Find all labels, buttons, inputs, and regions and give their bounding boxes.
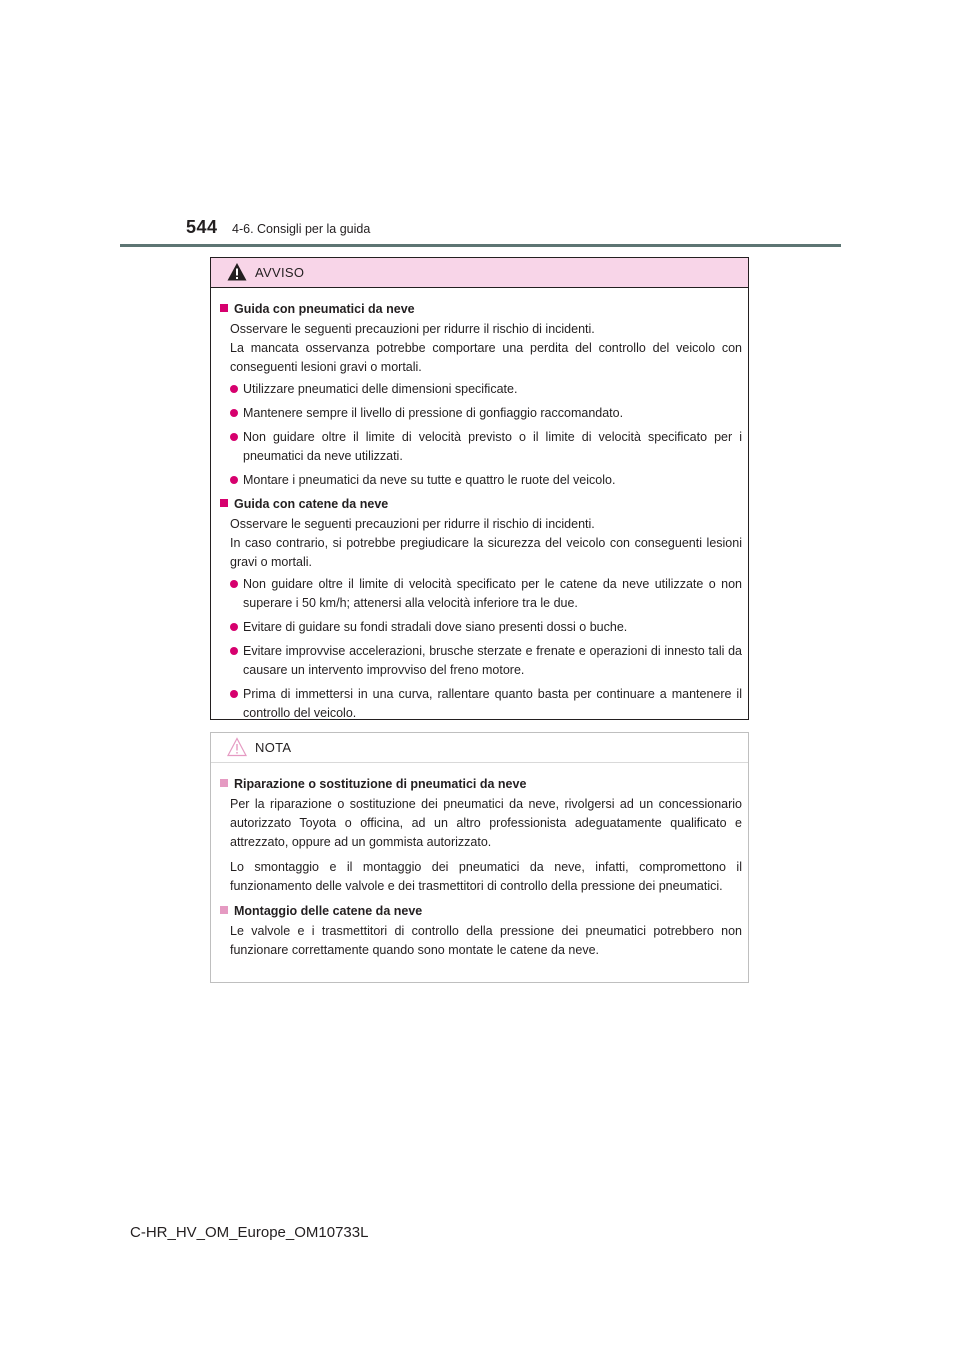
intro-line: La mancata osservanza potrebbe comportare una perdita del controllo del veicolo con conseguenti lesioni gravi o mortali. — [230, 341, 742, 374]
warning-body — [211, 288, 748, 723]
square-bullet-icon — [220, 304, 228, 312]
footer-document-id: C-HR_HV_OM_Europe_OM10733L — [130, 1224, 369, 1241]
heading-text: Guida con pneumatici da neve — [234, 302, 415, 316]
note-box — [210, 732, 749, 983]
section-heading — [220, 495, 742, 513]
circle-bullet-icon — [230, 476, 238, 484]
intro-paragraph — [230, 320, 742, 377]
section-heading — [220, 902, 742, 920]
list-item — [230, 618, 742, 637]
intro-line: Osservare le seguenti precauzioni per ridurre il rischio di incidenti. — [230, 517, 595, 531]
caution-triangle-outline-icon — [227, 737, 247, 757]
circle-bullet-icon — [230, 433, 238, 441]
section-heading — [220, 300, 742, 318]
circle-bullet-icon — [230, 385, 238, 393]
circle-bullet-icon — [230, 623, 238, 631]
list-item — [230, 380, 742, 399]
page-number: 544 — [186, 217, 218, 237]
list-item-text: Non guidare oltre il limite di velocità previsto o il limite di velocità specificato per i pneumatici da neve utilizzati. — [243, 430, 742, 463]
list-item — [230, 575, 742, 613]
section-heading — [220, 775, 742, 793]
list-item-text: Utilizzare pneumatici delle dimensioni specificate. — [243, 382, 518, 396]
warning-triangle-icon — [227, 262, 247, 282]
list-item-text: Evitare di guidare su fondi stradali dove siano presenti dossi o buche. — [243, 620, 628, 634]
circle-bullet-icon — [230, 409, 238, 417]
warning-box — [210, 257, 749, 720]
list-item-text: Mantenere sempre il livello di pressione di gonfiaggio raccomandato. — [243, 406, 624, 420]
list-item — [230, 642, 742, 680]
intro-paragraph — [230, 515, 742, 572]
warning-header — [211, 258, 748, 288]
intro-line: Osservare le seguenti precauzioni per ridurre il rischio di incidenti. — [230, 322, 595, 336]
intro-line: In caso contrario, si potrebbe pregiudicare la sicurezza del veicolo con conseguenti lesioni gravi o mortali. — [230, 536, 742, 569]
list-item — [230, 471, 742, 490]
list-item-text: Montare i pneumatici da neve su tutte e quattro le ruote del veicolo. — [243, 473, 616, 487]
note-label: NOTA — [255, 740, 292, 755]
warning-label: AVVISO — [255, 265, 305, 280]
list-item — [230, 428, 742, 466]
note-paragraph: Lo smontaggio e il montaggio dei pneumatici da neve, infatti, compromettono il funzionamento delle valvole e dei trasmettitori di controllo della pressione dei pneumatici. — [230, 860, 742, 893]
list-item — [230, 404, 742, 423]
note-body — [211, 763, 748, 960]
list-item-text: Prima di immettersi in una curva, rallentare quanto basta per continuare a mantenere il controllo del veicolo. — [243, 687, 742, 720]
heading-text: Guida con catene da neve — [234, 497, 389, 511]
heading-text: Riparazione o sostituzione di pneumatici da neve — [234, 777, 527, 791]
note-paragraph: Le valvole e i trasmettitori di controllo della pressione dei pneumatici potrebbero non funzionare correttamente quando sono montate le catene da neve. — [230, 924, 742, 957]
list-item — [230, 685, 742, 723]
list-item-text: Non guidare oltre il limite di velocità specificato per le catene da neve utilizzate o non superare i 50 km/h; attenersi alla velocità inferiore tra le due. — [243, 577, 742, 610]
list-item-text: Evitare improvvise accelerazioni, brusche sterzate e frenate e operazioni di innesto tali da causare un intervento improvviso del freno motore. — [243, 644, 742, 677]
circle-bullet-icon — [230, 647, 238, 655]
note-paragraph: Per la riparazione o sostituzione dei pneumatici da neve, rivolgersi ad un concessionario autorizzato Toyota o officina, ad un altro professionista adeguatamente qualificato e attrezzato, oppure ad un gommista autorizzato. — [230, 797, 742, 849]
circle-bullet-icon — [230, 690, 238, 698]
circle-bullet-icon — [230, 580, 238, 588]
header-rule — [120, 244, 841, 247]
square-bullet-icon — [220, 906, 228, 914]
square-bullet-icon — [220, 779, 228, 787]
note-header — [211, 733, 748, 763]
heading-text: Montaggio delle catene da neve — [234, 904, 423, 918]
square-bullet-icon — [220, 499, 228, 507]
section-title: 4-6. Consigli per la guida — [232, 222, 371, 236]
